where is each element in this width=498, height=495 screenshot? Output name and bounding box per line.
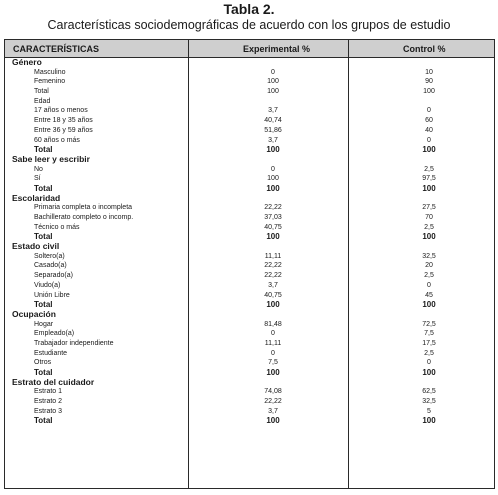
row-label: Total (34, 368, 53, 377)
section-row (5, 310, 494, 320)
row-label: Viudo(a) (34, 281, 61, 289)
total-row (5, 416, 494, 426)
control-value: 2,5 (424, 165, 434, 173)
table-body (5, 58, 494, 426)
experimental-value: 100 (266, 232, 280, 242)
row-label: Trabajador independiente (34, 339, 114, 347)
experimental-value: 100 (266, 145, 280, 155)
control-value: 70 (425, 214, 433, 221)
experimental-value: 3,7 (268, 136, 278, 144)
experimental-value: 3,7 (268, 407, 278, 415)
control-value: 2,5 (424, 272, 434, 280)
table-row (5, 261, 494, 271)
total-row (5, 300, 494, 310)
section-row (5, 155, 494, 165)
control-value: 72,5 (422, 320, 436, 328)
row-label: Total (34, 300, 53, 310)
section-row (5, 58, 494, 68)
control-value: 7,5 (424, 330, 434, 338)
experimental-value: 40,74 (264, 117, 282, 125)
control-value: 10 (425, 68, 433, 76)
row-label: Masculino (34, 68, 66, 76)
table-row (5, 97, 494, 107)
table-row (5, 165, 494, 175)
experimental-value: 100 (266, 183, 280, 193)
experimental-value: 100 (267, 78, 279, 86)
control-value: 97,5 (422, 175, 436, 183)
row-label: Entre 18 y 35 años (34, 117, 93, 125)
total-row (5, 184, 494, 194)
row-label: Primaria completa o incompleta (34, 204, 133, 212)
control-value: 100 (423, 88, 435, 96)
row-label: Hogar (34, 320, 54, 328)
row-label: Estrato 2 (34, 398, 63, 406)
table-row (5, 281, 494, 291)
table-row (5, 349, 494, 359)
row-label: Total (34, 88, 49, 96)
row-label: Estrato 3 (34, 407, 63, 415)
row-label: Entre 36 y 59 años (34, 126, 93, 134)
row-label: Total (34, 183, 53, 193)
experimental-value: 100 (267, 175, 279, 183)
control-value: 20 (425, 262, 433, 270)
row-label: Técnico o más (34, 223, 80, 231)
total-row (5, 232, 494, 242)
experimental-value: 37,03 (264, 214, 282, 221)
experimental-value: 22,22 (264, 204, 282, 212)
experimental-value: 0 (271, 330, 275, 338)
row-label: Total (34, 416, 53, 426)
control-value: 2,5 (424, 223, 434, 231)
control-value: 32,5 (422, 398, 436, 406)
experimental-value: 11,11 (264, 252, 282, 260)
control-value: 0 (427, 359, 431, 367)
data-table (4, 39, 495, 489)
control-value: 27,5 (422, 204, 436, 212)
experimental-value: 22,22 (264, 262, 282, 270)
table-row (5, 77, 494, 87)
row-label: Separado(a) (34, 272, 73, 280)
table-row (5, 358, 494, 368)
table-row (5, 87, 494, 97)
experimental-value: 3,7 (268, 107, 278, 115)
control-value: 32,5 (422, 252, 436, 260)
row-label: Estrato 1 (34, 388, 63, 396)
control-value: 40 (425, 126, 433, 134)
control-value: 5 (427, 407, 431, 415)
row-label: Empleado(a) (34, 330, 75, 338)
section-row (5, 242, 494, 252)
table-row (5, 271, 494, 281)
control-value: 90 (425, 78, 433, 86)
row-label: Soltero(a) (34, 252, 65, 260)
table-row (5, 106, 494, 116)
row-label: Ocupación (12, 308, 56, 319)
control-value: 100 (422, 300, 436, 310)
table-row (5, 329, 494, 339)
table-row (5, 407, 494, 417)
experimental-value: 3,7 (268, 281, 278, 289)
control-value: 100 (422, 183, 436, 193)
row-label: Género (12, 57, 42, 67)
control-value: 0 (427, 281, 431, 289)
section-row (5, 194, 494, 204)
row-label: No (34, 165, 43, 173)
experimental-value: 51,86 (264, 126, 282, 134)
header-control: Control % (403, 44, 446, 54)
experimental-value: 100 (266, 368, 280, 377)
experimental-value: 7,5 (268, 359, 278, 367)
control-value: 62,5 (422, 388, 436, 396)
table-subtitle: Características sociodemográficas de acuerdo con los grupos de estudio (47, 18, 451, 32)
section-row (5, 378, 494, 388)
experimental-value: 22,22 (264, 398, 282, 406)
table-row (5, 203, 494, 213)
table-row (5, 174, 494, 184)
experimental-value: 74,08 (264, 388, 282, 396)
row-label: Sabe leer y escribir (12, 153, 90, 164)
experimental-value: 40,75 (264, 291, 282, 299)
table-row (5, 136, 494, 146)
control-value: 2,5 (424, 349, 434, 357)
row-label: Total (34, 145, 53, 155)
experimental-value: 11,11 (264, 339, 282, 347)
table-row (5, 339, 494, 349)
control-value: 100 (422, 232, 436, 242)
row-label: Bachillerato completo o incomp. (34, 214, 134, 221)
experimental-value: 100 (266, 300, 280, 310)
row-label: Femenino (34, 78, 66, 86)
experimental-value: 0 (271, 349, 275, 357)
experimental-value: 40,75 (264, 223, 282, 231)
header-experimental: Experimental % (243, 44, 311, 54)
control-value: 60 (425, 117, 433, 125)
table-row (5, 126, 494, 136)
table-title: Tabla 2. (223, 1, 275, 17)
control-value: 100 (422, 145, 436, 155)
control-value: 100 (422, 368, 436, 377)
table-row (5, 291, 494, 301)
control-value: 100 (422, 416, 436, 426)
table-row (5, 68, 494, 78)
control-value: 0 (427, 107, 431, 115)
control-value: 0 (427, 136, 431, 144)
experimental-value: 22,22 (264, 272, 282, 280)
row-label: 60 años o más (34, 136, 80, 144)
row-label: Estudiante (34, 349, 68, 357)
experimental-value: 100 (267, 88, 279, 96)
row-label: Casado(a) (34, 262, 67, 270)
experimental-value: 81,48 (264, 320, 282, 328)
experimental-value: 0 (271, 68, 275, 76)
row-label: Sí (34, 175, 41, 183)
table-row (5, 223, 494, 233)
row-label: Otros (34, 359, 52, 367)
control-value: 17,5 (422, 339, 436, 347)
table-row (5, 397, 494, 407)
row-label: Estado civil (12, 241, 60, 252)
table-row (5, 387, 494, 397)
row-label: 17 años o menos (34, 107, 88, 115)
experimental-value: 0 (271, 165, 275, 173)
row-label: Total (34, 232, 53, 242)
table-header (5, 40, 494, 58)
row-label: Estrato del cuidador (12, 376, 95, 387)
table-row (5, 320, 494, 330)
row-label: Escolaridad (12, 192, 61, 203)
table-row (5, 252, 494, 262)
table-row (5, 213, 494, 223)
row-label: Unión Libre (34, 291, 70, 299)
header-characteristics: CARACTERÍSTICAS (13, 44, 100, 54)
row-label: Edad (34, 97, 51, 105)
table-row (5, 116, 494, 126)
control-value: 45 (425, 291, 433, 299)
experimental-value: 100 (266, 416, 280, 426)
